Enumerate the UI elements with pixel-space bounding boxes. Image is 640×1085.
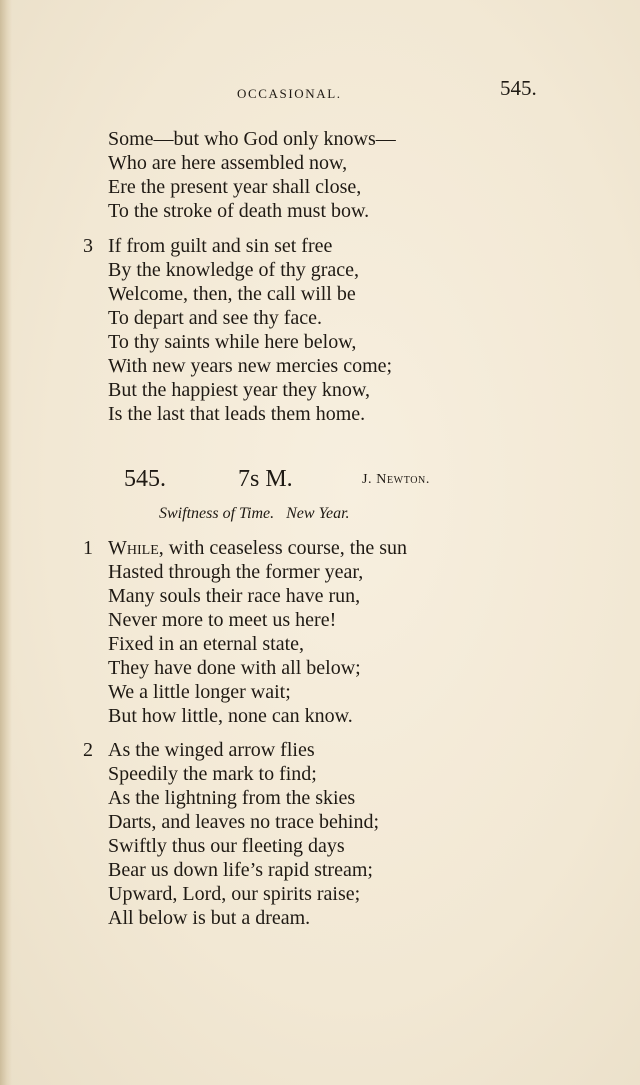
stanza-line: To thy saints while here below, [108, 331, 357, 353]
stanza-line: Some—but who God only knows— [108, 128, 396, 150]
verse-number: 3 [83, 235, 93, 257]
stanza-line: To depart and see thy face. [108, 307, 323, 329]
stanza-line: We a little longer wait; [108, 681, 291, 703]
stanza-line: Bear us down life’s rapid stream; [108, 859, 373, 881]
hymn-author: J. Newton. [362, 472, 430, 487]
stanza-line: Darts, and leaves no trace behind; [108, 811, 380, 833]
first-line-rest: , with ceaseless course, the sun [158, 537, 408, 559]
stanza-line: As the winged arrow flies [108, 739, 315, 761]
stanza-line: Hasted through the former year, [108, 561, 364, 583]
stanza-line: Never more to meet us here! [108, 609, 337, 631]
stanza-line: Speedily the mark to find; [108, 763, 317, 785]
hymn-number: 545. [124, 466, 166, 492]
stanza-line: Ere the present year shall close, [108, 176, 362, 198]
hymn-subtitle: Swiftness of Time. New Year. [159, 505, 350, 522]
verse-number: 2 [83, 739, 93, 761]
verse-number: 1 [83, 537, 93, 559]
stanza-line: As the lightning from the skies [108, 787, 356, 809]
stanza-line: Welcome, then, the call will be [108, 283, 356, 305]
stanza-line: Swiftly thus our fleeting days [108, 835, 345, 857]
stanza-line: If from guilt and sin set free [108, 235, 333, 257]
stanza-line: But the happiest year they know, [108, 379, 370, 401]
stanza-line: With new years new mercies come; [108, 355, 393, 377]
stanza-line: Many souls their race have run, [108, 585, 361, 607]
stanza-line: But how little, none can know. [108, 705, 353, 727]
stanza-line: Who are here assembled now, [108, 152, 348, 174]
page-number: 545. [500, 76, 537, 100]
hymn-meter: 7s M. [238, 466, 293, 492]
stanza-line [108, 536, 407, 560]
binding-edge [0, 0, 12, 1085]
stanza-line: Fixed in an eternal state, [108, 633, 305, 655]
stanza-line: Upward, Lord, our spirits raise; [108, 883, 361, 905]
stanza-line: All below is but a dream. [108, 907, 311, 929]
stanza-line: They have done with all below; [108, 657, 361, 679]
stanza-line: Is the last that leads them home. [108, 403, 366, 425]
stanza-line: By the knowledge of thy grace, [108, 259, 360, 281]
running-header: OCCASIONAL. [237, 86, 342, 101]
stanza-line: To the stroke of death must bow. [108, 200, 370, 222]
first-word: While [108, 537, 159, 559]
